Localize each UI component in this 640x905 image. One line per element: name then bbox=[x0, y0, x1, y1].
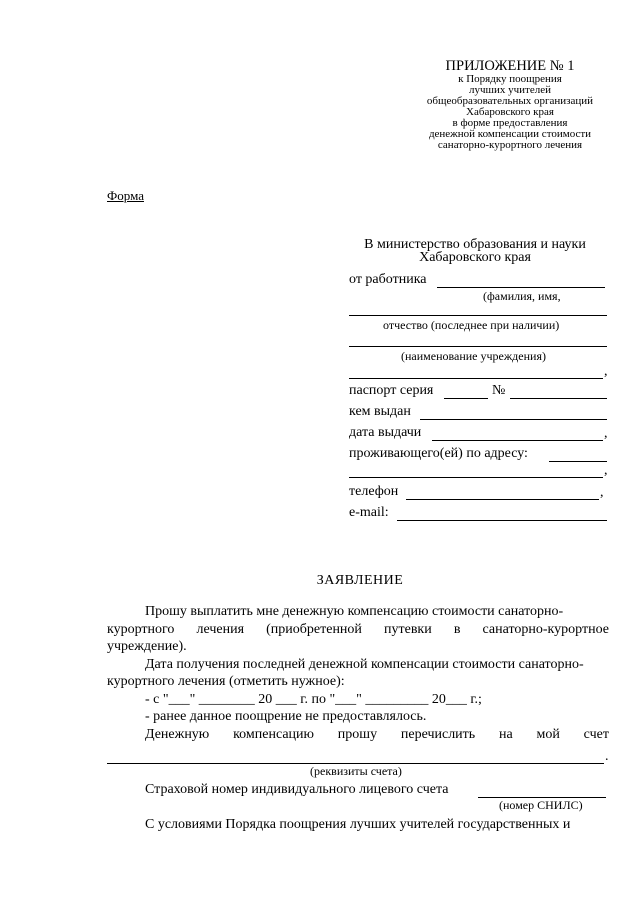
appendix-line: лучших учителей bbox=[469, 84, 551, 96]
account-end: . bbox=[605, 749, 609, 764]
comma: , bbox=[604, 463, 608, 478]
comma: , bbox=[604, 426, 608, 441]
addressee-line2: Хабаровского края bbox=[419, 250, 531, 265]
account-hint: (реквизиты счета) bbox=[310, 764, 402, 778]
appendix-block bbox=[405, 58, 615, 151]
form-label: Форма bbox=[107, 188, 144, 203]
statement-paragraph-1 bbox=[107, 603, 609, 743]
institution-field-2[interactable] bbox=[349, 378, 603, 379]
address-label: проживающего(ей) по адресу: bbox=[349, 446, 528, 461]
address-field-2[interactable] bbox=[349, 477, 603, 478]
p2-line2: курортного лечения (отметить нужное): bbox=[107, 674, 345, 689]
appendix-line: санаторно-курортного лечения bbox=[437, 139, 583, 151]
issued-by-label: кем выдан bbox=[349, 404, 411, 419]
p2-line1: Дата получения последней денежной компенсации стоимости санаторно- bbox=[145, 656, 584, 672]
passport-no-field[interactable] bbox=[510, 398, 607, 399]
institution-hint: (наименование учреждения) bbox=[401, 349, 546, 363]
p1-line1: Прошу выплатить мне денежную компенсацию стоимости санаторно- bbox=[145, 604, 564, 619]
snils-hint: (номер СНИЛС) bbox=[499, 798, 583, 812]
date-option-2[interactable]: - ранее данное поощрение не предоставлялось. bbox=[145, 709, 427, 724]
word: (приобретенной bbox=[266, 621, 362, 637]
p1-line3: учреждение). bbox=[107, 639, 187, 654]
address-field[interactable] bbox=[549, 461, 607, 462]
appendix-line: к Порядку поощрения bbox=[458, 73, 562, 85]
snils-label: Страховой номер индивидуального лицевого счета bbox=[145, 782, 449, 797]
comma: , bbox=[600, 485, 604, 500]
issued-by-field[interactable] bbox=[420, 419, 607, 420]
patronymic-hint: отчество (последнее при наличии) bbox=[383, 318, 560, 332]
passport-no-label: № bbox=[492, 383, 506, 398]
patronymic-field[interactable] bbox=[349, 315, 607, 316]
p3-line1 bbox=[107, 726, 609, 744]
p1-line2 bbox=[107, 621, 609, 639]
word: счет bbox=[583, 726, 609, 742]
appendix-line: в форме предоставления bbox=[452, 117, 568, 129]
p4-line1: С условиями Порядка поощрения лучших учителей государственных и bbox=[145, 817, 571, 832]
appendix-line: общеобразовательных организаций bbox=[426, 95, 594, 107]
addressee bbox=[345, 238, 605, 264]
appendix-line: Хабаровского края bbox=[466, 106, 554, 118]
appendix-title: ПРИЛОЖЕНИЕ № 1 bbox=[445, 58, 575, 74]
from-hint: (фамилия, имя, bbox=[483, 289, 561, 303]
word: Денежную bbox=[145, 726, 210, 742]
word: курортного bbox=[107, 621, 175, 637]
addressee-line1: В министерство образования и науки bbox=[364, 237, 586, 252]
word: санаторно-курортное bbox=[482, 621, 609, 637]
word: прошу bbox=[337, 726, 378, 742]
comma: , bbox=[604, 364, 608, 379]
passport-series-label: паспорт серия bbox=[349, 383, 434, 398]
word: компенсацию bbox=[233, 726, 314, 742]
word: на bbox=[498, 726, 513, 742]
word: перечислить bbox=[400, 726, 476, 742]
phone-field[interactable] bbox=[406, 499, 599, 500]
word: путевки bbox=[384, 621, 432, 637]
word: лечения bbox=[196, 621, 245, 637]
phone-label: телефон bbox=[349, 484, 399, 499]
statement-title: ЗАЯВЛЕНИЕ bbox=[316, 573, 404, 588]
word: в bbox=[453, 621, 461, 637]
word: мой bbox=[536, 726, 560, 742]
email-field[interactable] bbox=[397, 520, 607, 521]
date-option-1[interactable]: - с "___" ________ 20 ___ г. по "___" _________ 20___ г.; bbox=[145, 691, 482, 707]
email-label: e-mail: bbox=[349, 505, 389, 520]
issue-date-field[interactable] bbox=[432, 440, 603, 441]
from-label: от работника bbox=[349, 272, 427, 287]
from-name-field[interactable] bbox=[437, 287, 605, 288]
institution-field[interactable] bbox=[349, 346, 607, 347]
passport-series-field[interactable] bbox=[444, 398, 488, 399]
issue-date-label: дата выдачи bbox=[349, 425, 422, 440]
appendix-line: денежной компенсации стоимости bbox=[428, 128, 592, 140]
